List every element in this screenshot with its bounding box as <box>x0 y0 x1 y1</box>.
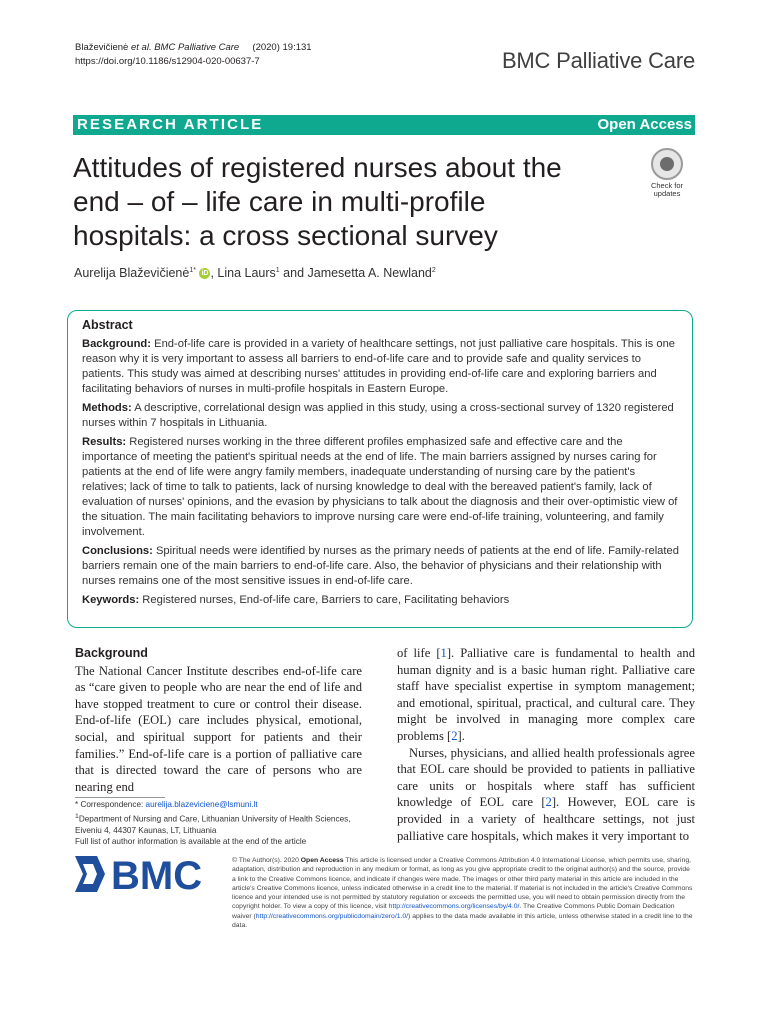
abstract-heading: Abstract <box>82 318 133 332</box>
check-for-updates-badge[interactable] <box>643 148 691 202</box>
text-run: ]. <box>457 728 465 743</box>
abstract-box <box>67 310 693 628</box>
citation-header <box>75 41 312 69</box>
body-left-text: The National Cancer Institute describes end-of-life care as “care given to people who are near the end of life and have stopped treatment to cure or control their disease. End-of-life (EOL) care includes physical, emotional, social, and spiritual support for patients and their families.” End-of-life care is a portion of palliative care that is directed toward the care of persons who are nearing end <box>75 663 362 794</box>
abstract-background <box>82 337 680 397</box>
background-label: Background: <box>82 338 151 350</box>
full-author-info: Full list of author information is available at the end of the article <box>75 837 307 847</box>
conclusions-text: Spiritual needs were identified by nurses as the primary needs of patients at the end of life. Family-related barriers remain one of the main barriers to end-of-life care. Also, the behavior of physicians and their relationship with nurses remains one of the most sensitive issues in end-of-life care. <box>82 545 679 587</box>
affiliation: Department of Nursing and Care, Lithuanian University of Health Sciences, Eiveniu 4, 44307 Kaunas, LT, Lithuania <box>75 814 351 835</box>
license-link-cc-by[interactable]: http://creativecommons.org/licenses/by/4.0/ <box>388 903 520 911</box>
abstract-conclusions <box>82 544 680 589</box>
check-line-2: updates <box>653 189 681 198</box>
correspondence-label: * Correspondence: <box>75 800 146 809</box>
correspondence-email[interactable]: aurelija.blazeviciene@lsmuni.lt <box>145 800 258 809</box>
reference-link-2[interactable]: 2 <box>451 728 458 743</box>
conclusions-label: Conclusions: <box>82 545 153 557</box>
section-heading-background: Background <box>75 646 148 660</box>
author-list <box>74 266 436 280</box>
affiliation-sup: 1 <box>75 812 79 820</box>
citation-authors: Blaževičienė <box>75 42 129 53</box>
license-text-1: This article is licensed under a Creative Commons Attribution 4.0 International License, which permits use, sharing, adaptation, distribution and reproduction in any medium or format, as long as you give appropriate credit to the original author(s) and the source, provide a link to the Creative Commons licence, and indicate if changes were made. The images or other third party material in this article are included in the article's Creative Commons licence, unless indicated otherwise in a credit line to the material. If material is not included in the article's Creative Commons licence and your intended use is not permitted by statutory regulation or exceeds the permitted use, you will need to obtain permission directly from the copyright holder. To view a copy of this licence, visit <box>232 857 693 911</box>
text-run: ]. Palliative care is fundamental to health and human dignity and is a basic human right. Palliative care staff have specialist expertise in symptom management; and emotional, spiritual, practical, and cultural care. They might be involved in managing more complex care problems [ <box>397 646 695 743</box>
footnote-rule <box>75 797 165 798</box>
license-text-2: . The Creative Commons Public Domain Dedication waiver ( <box>232 903 675 920</box>
text-run: of life [ <box>397 646 441 660</box>
author-2[interactable]: , Lina Laurs <box>210 266 276 280</box>
author-1-sup: 1* <box>189 266 196 274</box>
reference-link-2b[interactable]: 2 <box>545 795 552 810</box>
reference-link-1[interactable]: 1 <box>440 646 447 660</box>
abstract-methods <box>82 401 680 431</box>
check-for-updates-icon <box>651 148 683 180</box>
journal-name: BMC Palliative Care <box>501 48 695 73</box>
methods-text: A descriptive, correlational design was applied in this study, using a cross-sectional survey of 1320 registered nurses within 7 hospitals in Lithuania. <box>82 402 674 429</box>
keywords-label: Keywords: <box>82 594 140 606</box>
author-1[interactable]: Aurelija Blaževičienė <box>74 266 190 280</box>
citation-journal: et al. BMC Palliative Care <box>130 42 240 53</box>
article-title: Attitudes of registered nurses about the end – of – life care in multi-profile hospitals: a cross sectional survey <box>73 152 562 251</box>
results-text: Registered nurses working in the three different profiles emphasized safe and effective care and the importance of meeting the patient's spiritual needs at the end of life. The main barriers assigned by nurses caring for patients at the end of life were angry family members, inadequate understanding of nursing care by the patient's relatives; lack of time to talk to patients, lack of nursing knowledge to deal with the bereaved patient's family, lack of evaluation of nurses' opinions, and the evasion by physicians to talk about the diagnosis and their over-optimistic view of the situation. The main facilitating behaviors to improve nursing care were end-of-life training, volunteering, and family involvement. <box>82 436 678 538</box>
abstract-results <box>82 435 680 540</box>
citation-year: (2020) 19:131 <box>252 42 312 53</box>
author-3-sup: 2 <box>431 266 436 274</box>
text-run: Nurses, physicians, and allied health professionals agree that EOL care should be provided to patients in palliative care units or hospitals where staff has sufficient knowledge of EOL care [ <box>397 745 695 810</box>
body-right-column <box>397 645 695 844</box>
text-run: ]. However, EOL care is provided in a variety of healthcare settings, not just palliative care hospitals, which makes it very important to <box>397 795 695 843</box>
background-text: End-of-life care is provided in a variety of healthcare settings, not just palliative care hospitals. This is one reason why it is very important to assess all barriers to end-of-life care and to provide safe and quality services to patients. This study was aimed at describing nurses' attitudes in providing end-of-life care and exploring barriers and facilitating behaviors of nurses in multi-profile hospitals in Eastern Europe. <box>82 338 676 395</box>
doi-link[interactable]: https://doi.org/10.1186/s12904-020-00637-7 <box>75 56 260 67</box>
check-line-1: Check for <box>650 181 684 190</box>
author-2-sup: 1 <box>275 266 280 274</box>
bmc-logo-mark <box>75 856 105 892</box>
keywords-text: Registered nurses, End-of-life care, Barriers to care, Facilitating behaviors <box>139 594 510 606</box>
footnote <box>75 799 375 848</box>
abstract-keywords <box>82 593 680 608</box>
bmc-publisher-logo[interactable] <box>75 852 215 896</box>
methods-label: Methods: <box>82 402 132 414</box>
results-label: Results: <box>82 436 127 448</box>
body-left-column <box>75 645 362 795</box>
license-statement <box>232 856 695 930</box>
license-open-access: Open Access <box>300 857 344 864</box>
license-link-cc0[interactable]: http://creativecommons.org/publicdomain/zero/1.0/ <box>255 912 409 920</box>
author-3[interactable]: and Jamesetta A. Newland <box>279 266 432 280</box>
body-right-paragraph-1 <box>397 645 695 745</box>
bmc-logo-text: BMC <box>111 854 203 896</box>
open-access-label: Open Access <box>597 116 692 133</box>
license-text-3: ) applies to the data made available in this article, unless otherwise stated in a credit line to the data. <box>232 912 693 930</box>
article-type-banner <box>73 115 695 135</box>
license-lead: © The Author(s). 2020 <box>232 857 301 864</box>
orcid-icon[interactable]: iD <box>201 270 209 278</box>
article-type-label: RESEARCH ARTICLE <box>77 116 264 133</box>
body-right-paragraph-2 <box>397 745 695 845</box>
